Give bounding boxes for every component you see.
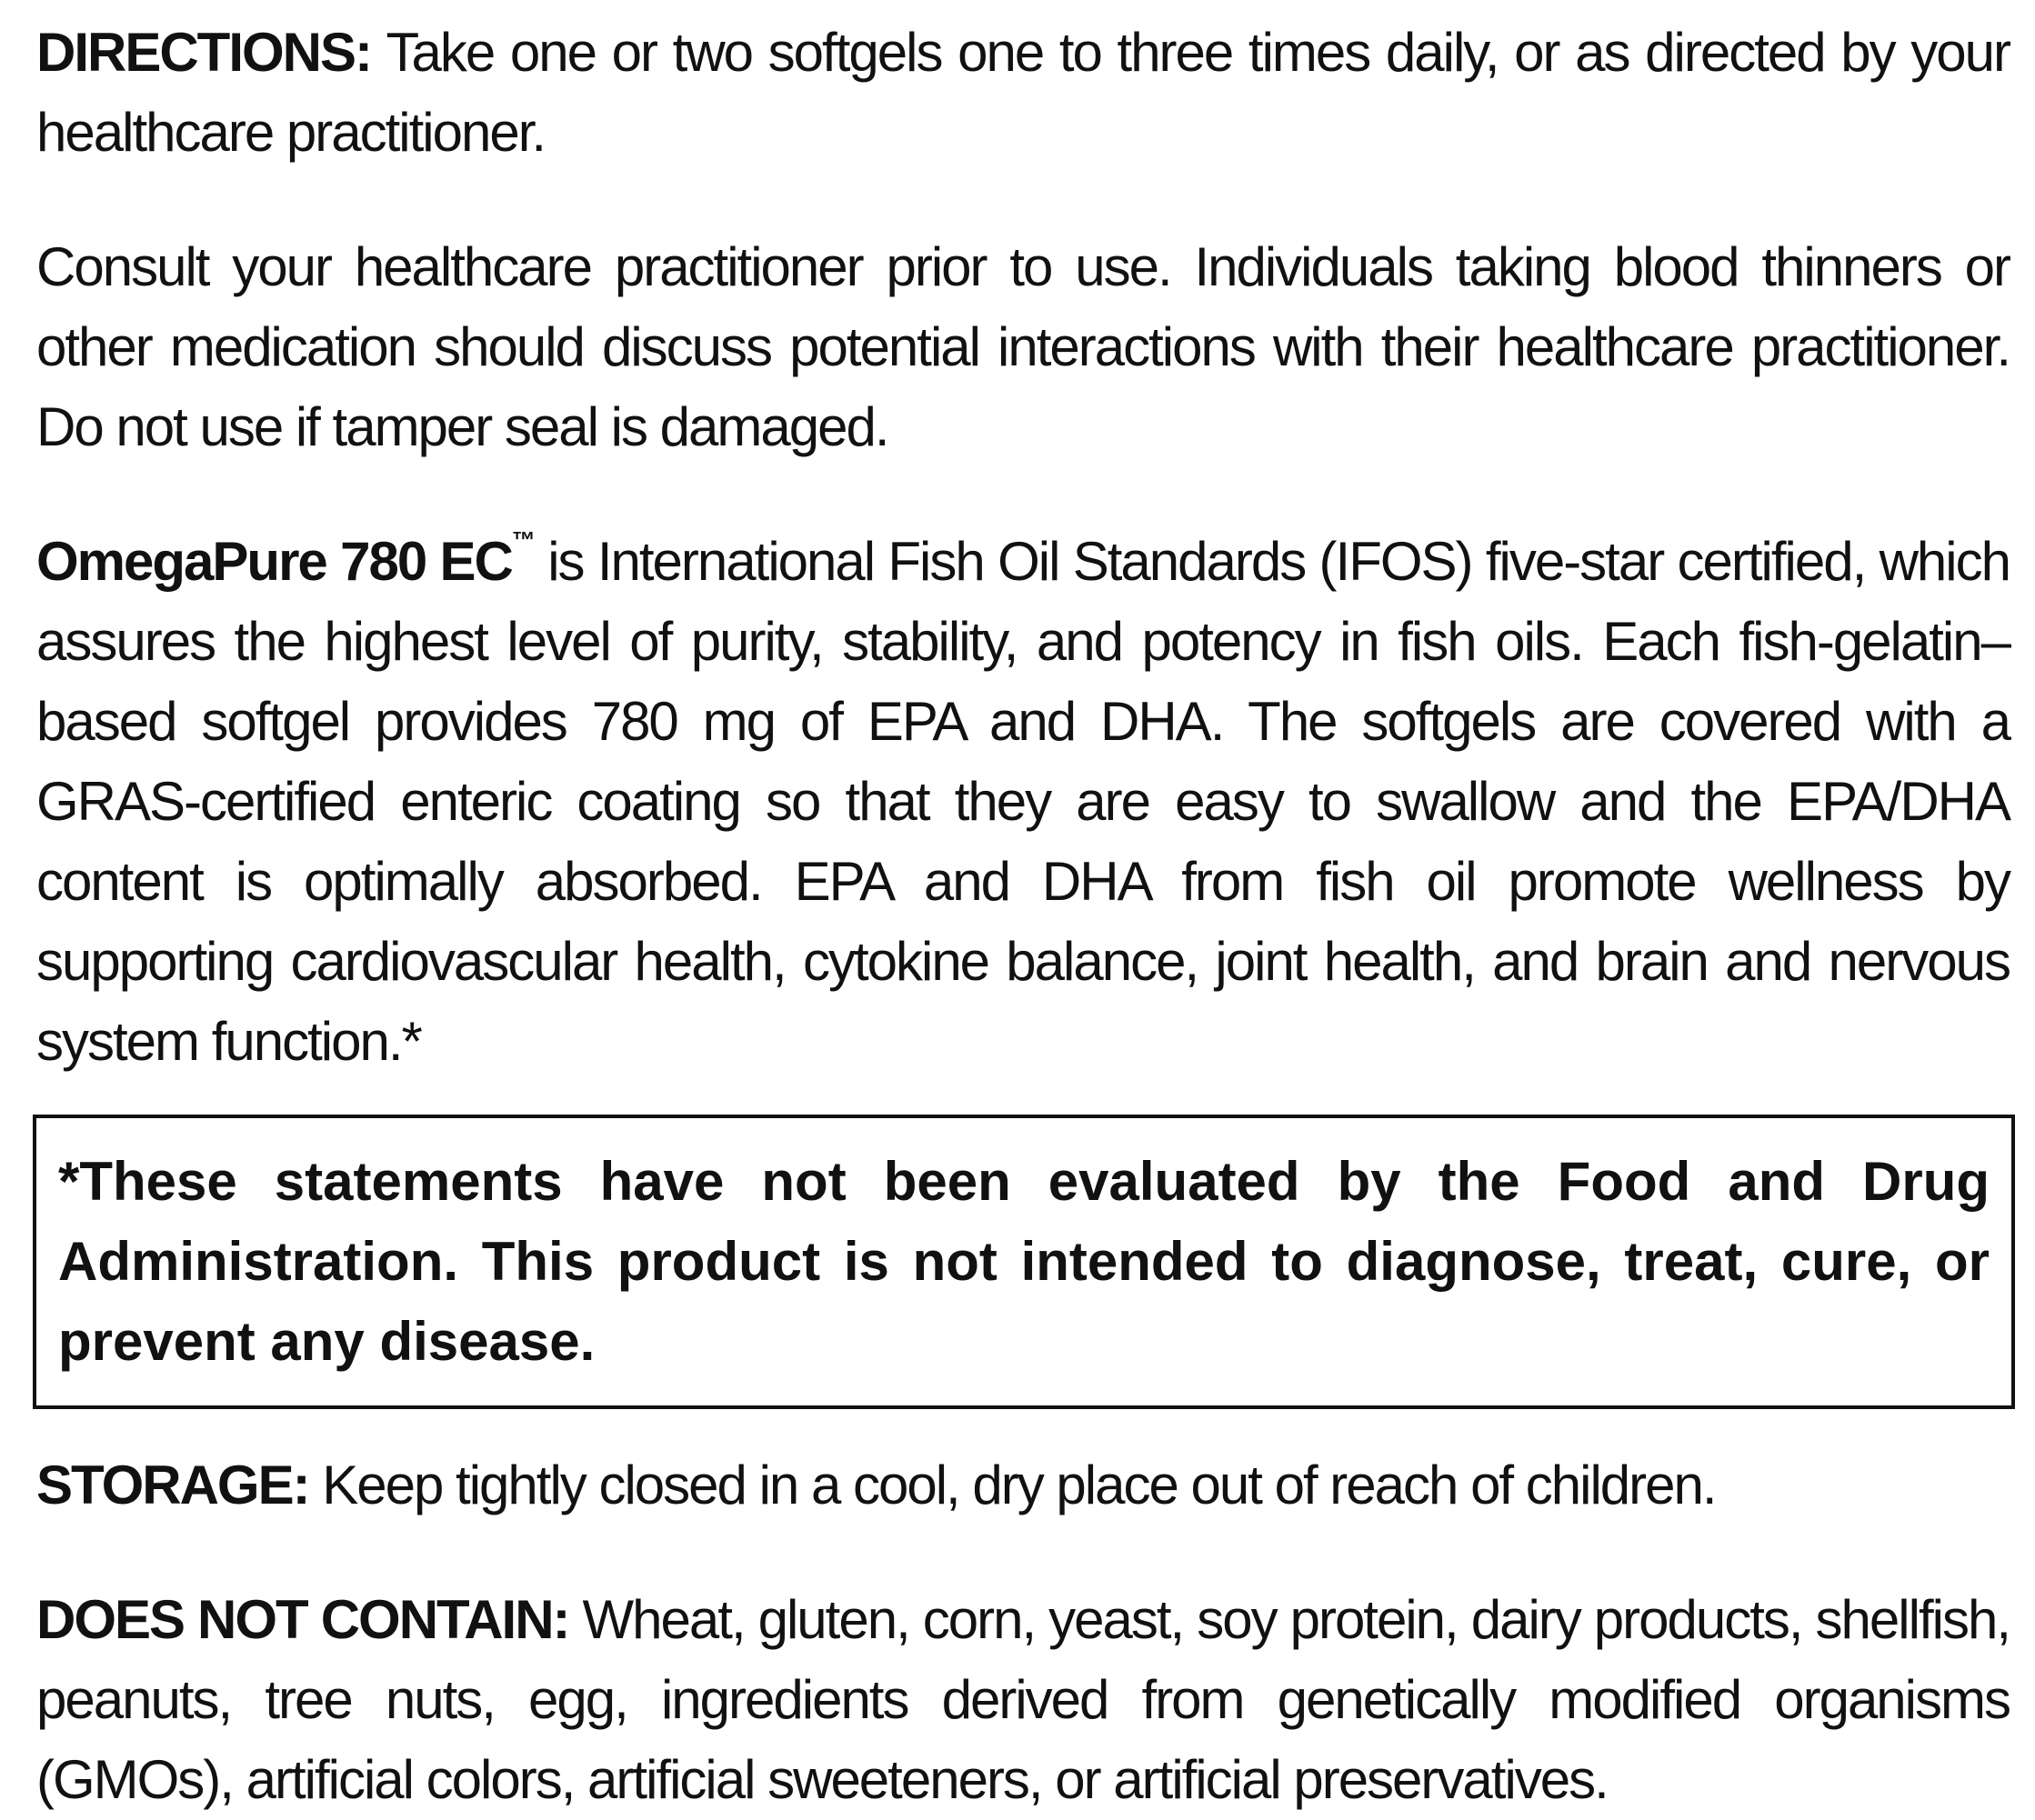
fda-disclaimer-box bbox=[33, 1115, 2015, 1409]
consult-paragraph: Consult your healthcare practitioner prior to use. Individuals taking blood thinners or other medication should discuss potential interactions with their healthcare practitioner. Do not use if tamper seal is damaged. bbox=[36, 236, 2010, 457]
does-not-contain-text: Wheat, gluten, corn, yeast, soy protein, dairy products, shellfish, peanuts, tree nuts, egg, ingredients derived from genetically modified organisms (GMOs), artificial colors, artificial sweeteners, or artificial preservatives. bbox=[36, 1589, 2010, 1810]
storage-heading: STORAGE: bbox=[36, 1455, 309, 1515]
does-not-contain-paragraph bbox=[36, 1580, 2010, 1820]
spacer bbox=[36, 467, 2010, 522]
fda-disclaimer-text: *These statements have not been evaluated by the Food and Drug Administration. This product is not intended to diagnose, treat, cure, or prevent any disease. bbox=[58, 1151, 1990, 1372]
directions-paragraph bbox=[36, 13, 2010, 173]
storage-text: Keep tightly closed in a cool, dry place out of reach of children. bbox=[308, 1455, 1716, 1515]
product-name: OmegaPure 780 EC bbox=[36, 531, 512, 592]
spacer bbox=[36, 173, 2010, 227]
directions-heading: DIRECTIONS: bbox=[36, 22, 371, 83]
directions-text: Take one or two softgels one to three times daily, or as directed by your healthcare practitioner. bbox=[36, 22, 2010, 163]
product-description-text: is International Fish Oil Standards (IFOS) five-star certified, which assures the highest level of purity, stability, and potency in fish oils. Each fish-gelatin–based softgel provides 780 mg of EPA and DHA. The softgels are covered with a GRAS-certified enteric coating so that they are easy to swallow and the EPA/DHA content is optimally absorbed. EPA and DHA from fish oil promote wellness by supporting cardiovascular health, cytokine balance, joint health, and brain and nervous system function.* bbox=[36, 531, 2010, 1072]
does-not-contain-heading: DOES NOT CONTAIN: bbox=[36, 1589, 569, 1650]
spacer bbox=[36, 1409, 2010, 1445]
product-description-paragraph bbox=[36, 522, 2010, 1082]
supplement-label-text bbox=[36, 13, 2010, 1820]
trademark-symbol: ™ bbox=[511, 526, 534, 554]
spacer bbox=[36, 1525, 2010, 1580]
storage-paragraph bbox=[36, 1445, 2010, 1525]
